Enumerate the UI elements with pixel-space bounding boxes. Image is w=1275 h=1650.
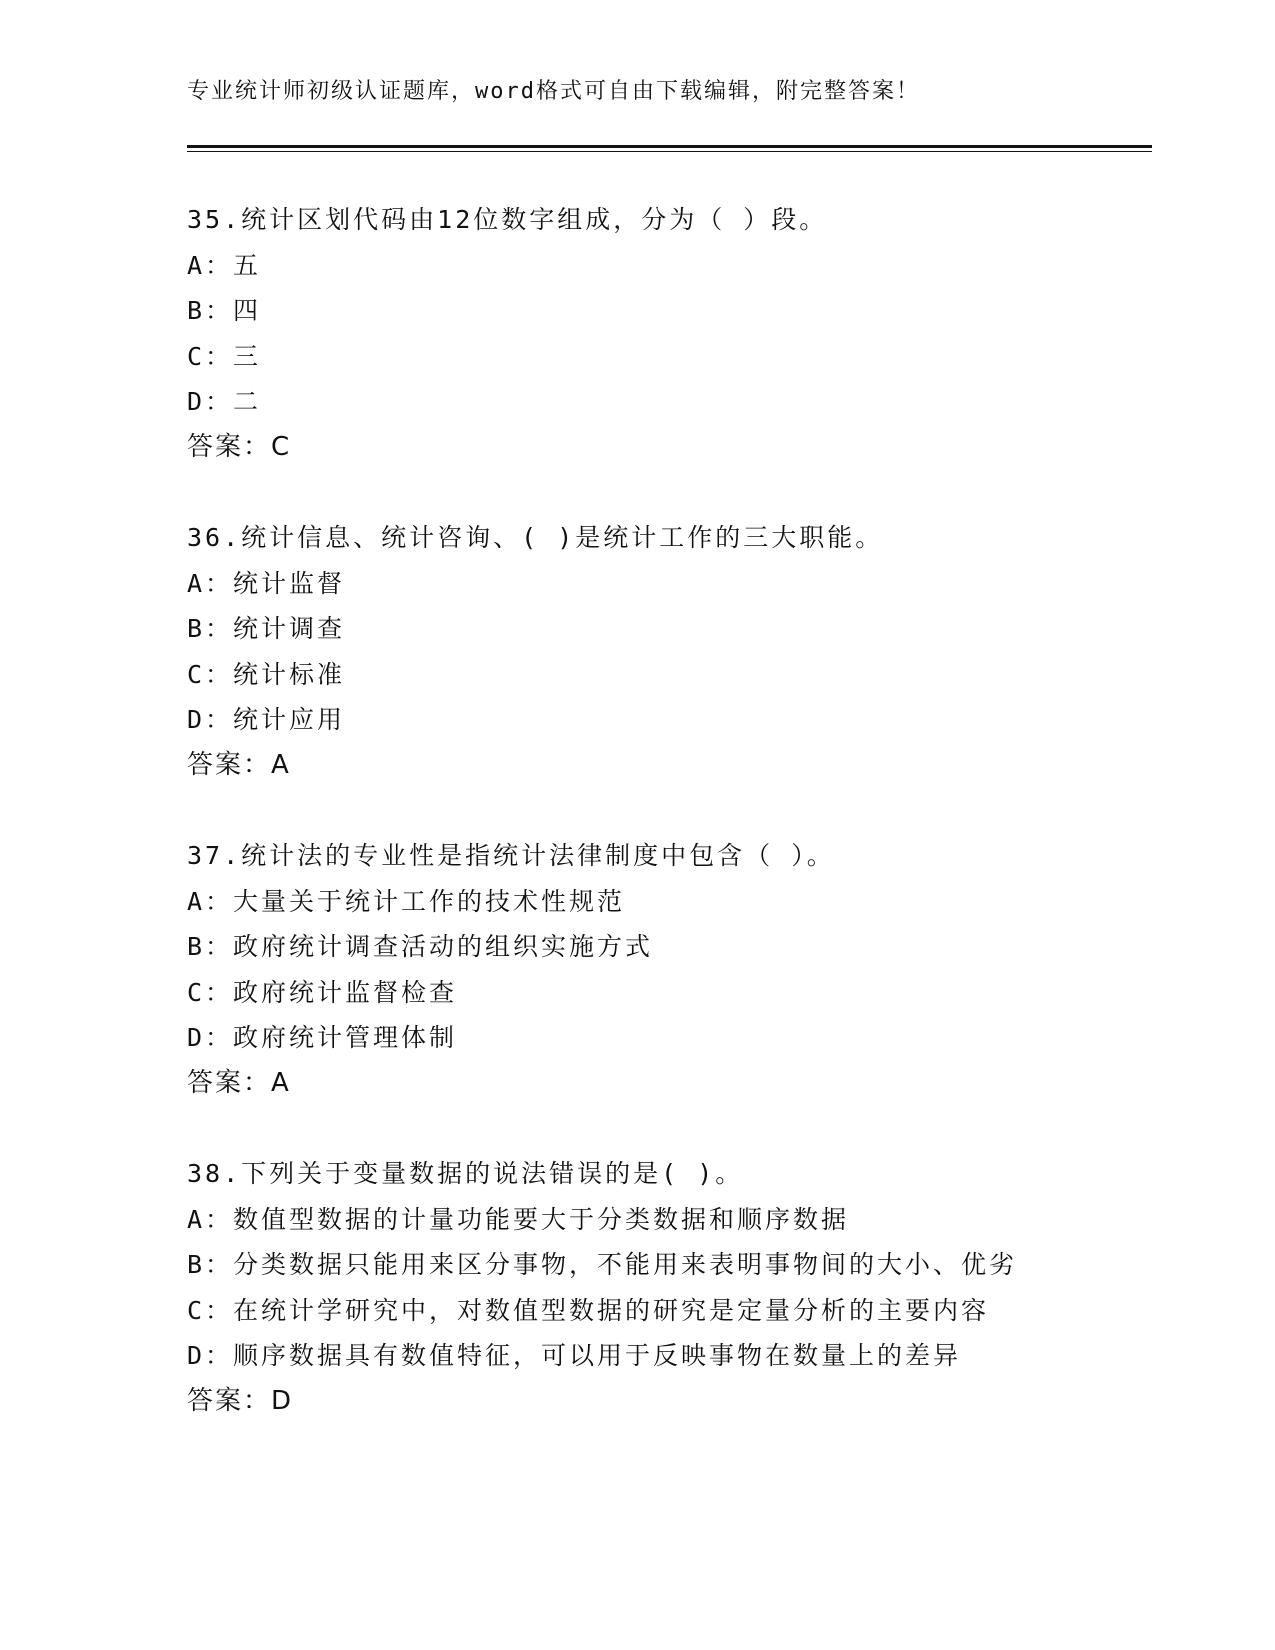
option-a: A：大量关于统计工作的技术性规范 bbox=[187, 886, 626, 916]
header-divider-thin bbox=[187, 151, 1152, 152]
option-c: C：三 bbox=[187, 341, 262, 371]
option-a: A：统计监督 bbox=[187, 568, 346, 598]
question-stem: 36.统计信息、统计咨询、( )是统计工作的三大职能。 bbox=[187, 523, 884, 552]
header-divider-thick bbox=[187, 145, 1152, 148]
option-a: A：五 bbox=[187, 250, 262, 280]
option-b: B：政府统计调查活动的组织实施方式 bbox=[187, 932, 654, 961]
option-a: A：数值型数据的计量功能要大于分类数据和顺序数据 bbox=[187, 1204, 850, 1234]
answer-label: 答案：C bbox=[187, 431, 292, 462]
question-37 bbox=[187, 833, 1147, 1106]
option-b: B：分类数据只能用来区分事物，不能用来表明事物间的大小、优劣 bbox=[187, 1250, 1018, 1279]
answer-label: 答案：D bbox=[187, 1385, 294, 1416]
option-d: D：统计应用 bbox=[187, 705, 346, 734]
question-35 bbox=[187, 197, 1147, 470]
option-c: C：统计标准 bbox=[187, 659, 346, 689]
question-38 bbox=[187, 1151, 1147, 1424]
option-d: D：顺序数据具有数值特征，可以用于反映事物在数量上的差异 bbox=[187, 1341, 962, 1370]
option-b: B：四 bbox=[187, 296, 262, 325]
option-b: B：统计调查 bbox=[187, 614, 346, 643]
document-header: 专业统计师初级认证题库，word格式可自由下载编辑，附完整答案！ bbox=[187, 79, 920, 104]
option-c: C：在统计学研究中，对数值型数据的研究是定量分析的主要内容 bbox=[187, 1295, 990, 1325]
question-stem: 37.统计法的专业性是指统计法律制度中包含（ ）。 bbox=[187, 841, 835, 870]
question-stem: 35.统计区划代码由12位数字组成，分为（ ）段。 bbox=[187, 205, 828, 234]
option-c: C：政府统计监督检查 bbox=[187, 977, 458, 1007]
answer-label: 答案：A bbox=[187, 1067, 291, 1098]
option-d: D：政府统计管理体制 bbox=[187, 1023, 458, 1052]
question-36 bbox=[187, 515, 1147, 788]
answer-label: 答案：A bbox=[187, 749, 291, 780]
option-d: D：二 bbox=[187, 387, 262, 416]
question-stem: 38.下列关于变量数据的说法错误的是( )。 bbox=[187, 1159, 744, 1188]
